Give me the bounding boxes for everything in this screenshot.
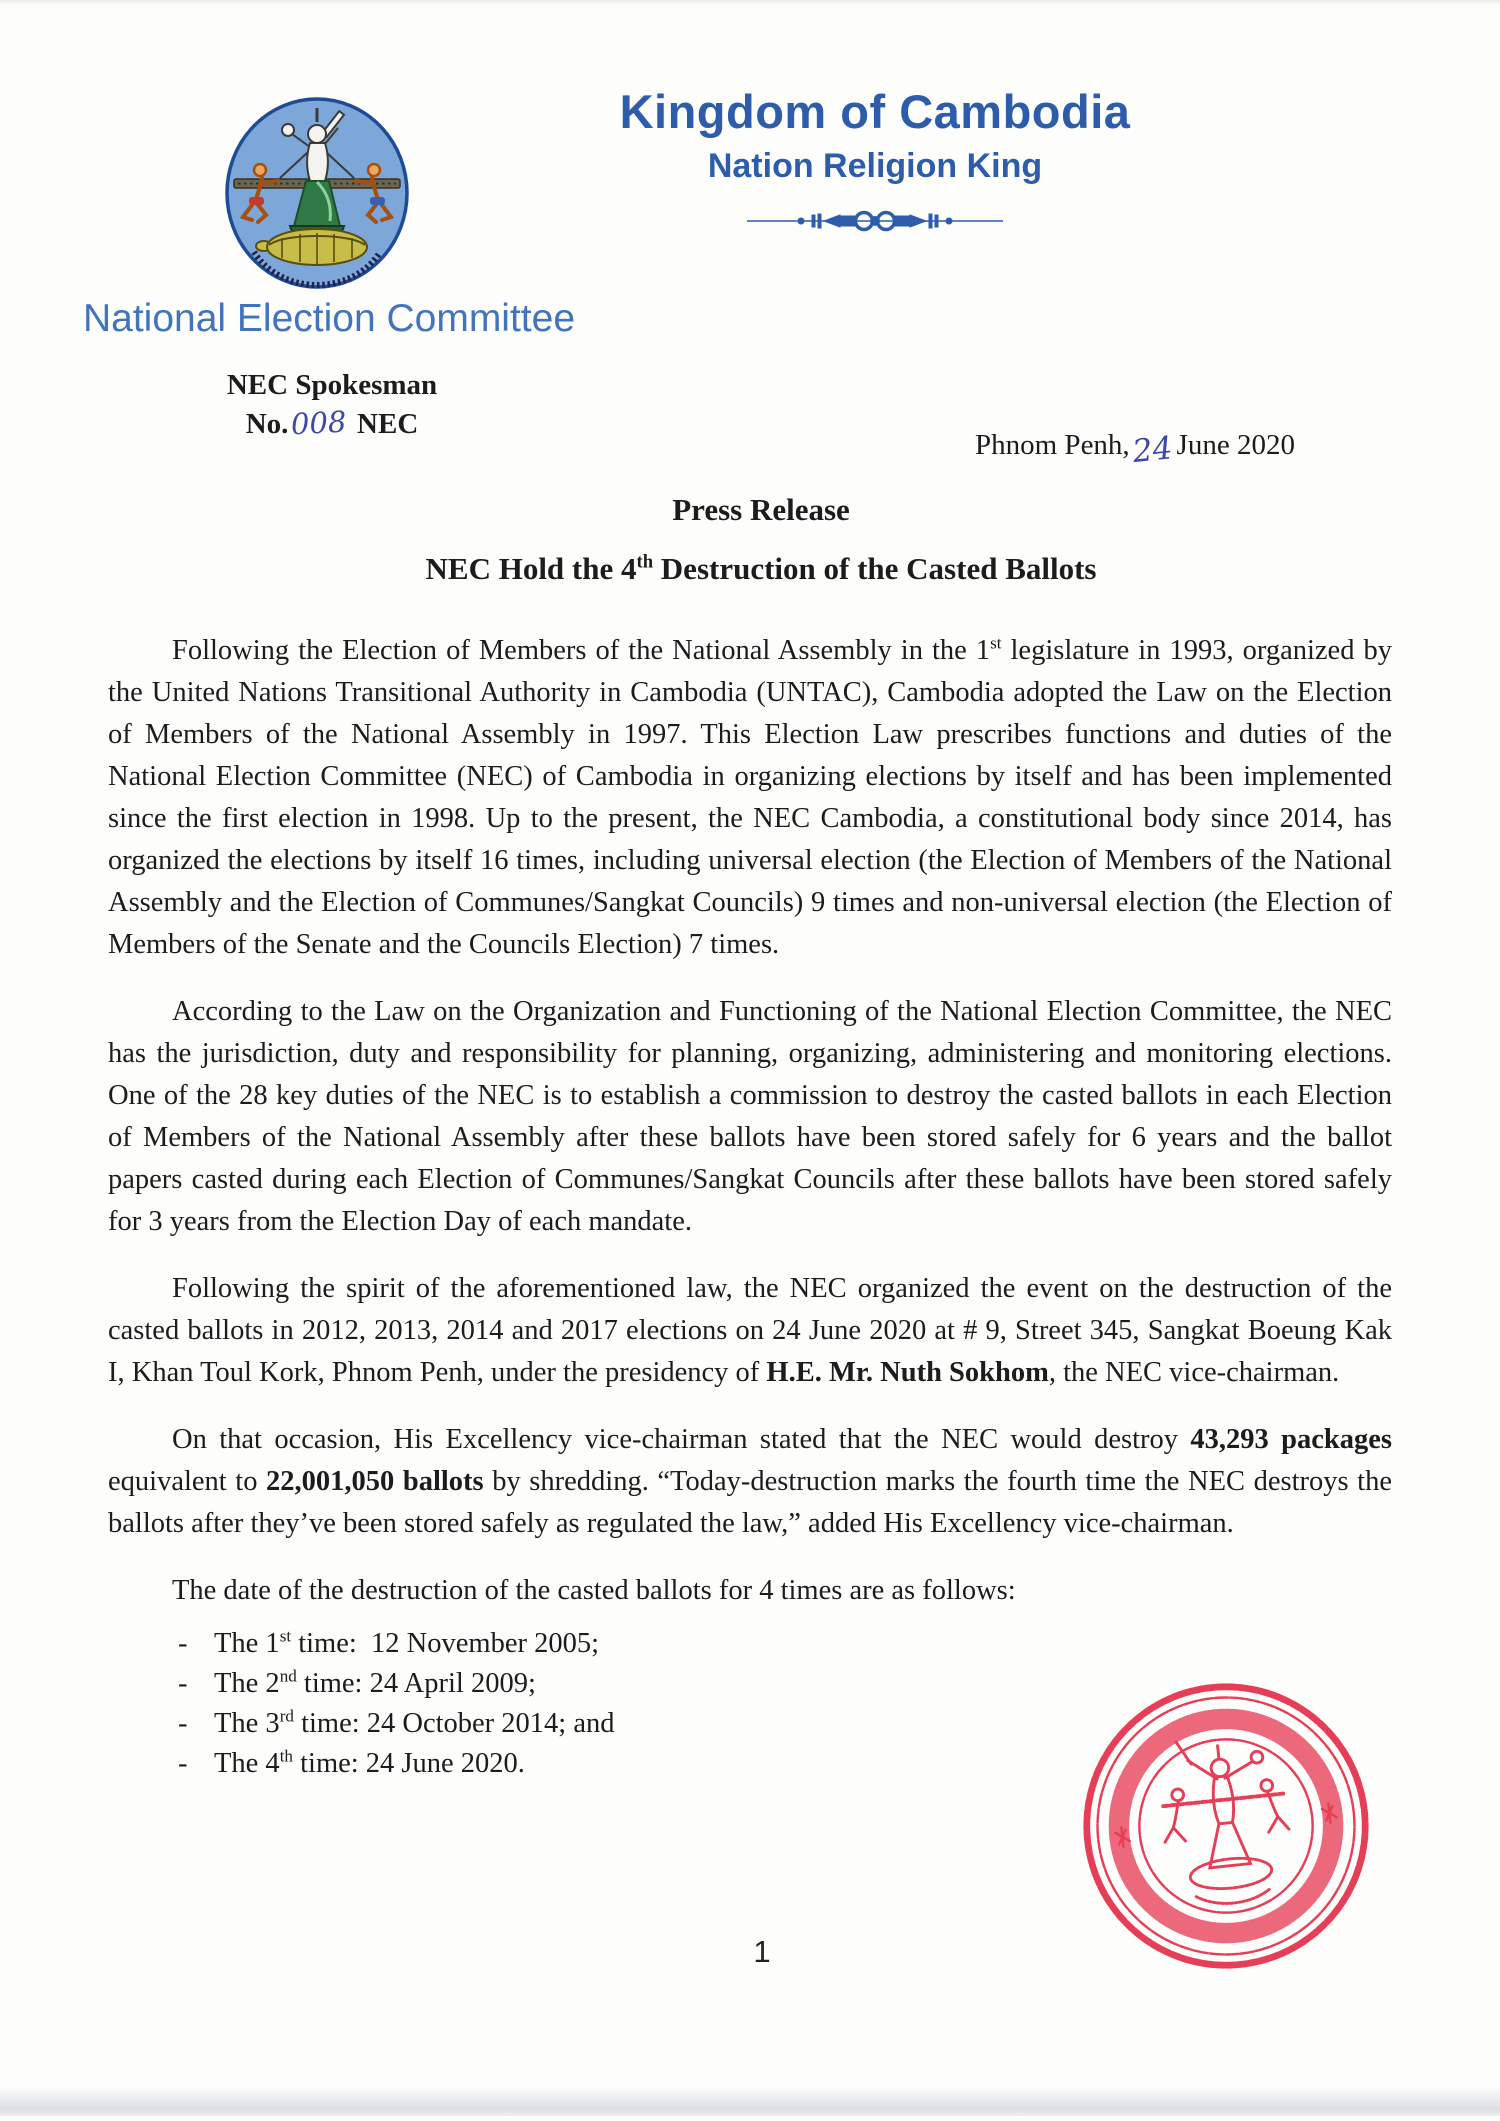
place-and-date: Phnom Penh,24June 2020 <box>975 429 1295 471</box>
nec-emblem-logo <box>222 94 412 292</box>
list-item-text: The 3rd time: 24 October 2014; and <box>214 1706 615 1739</box>
list-item-text: The 4th time: 24 June 2020. <box>214 1746 525 1779</box>
ornamental-divider-icon <box>745 210 1005 232</box>
document-number: No.008 NEC <box>245 404 419 442</box>
list-dash: - <box>178 1748 188 1779</box>
office-title: NEC Spokesman <box>226 369 438 401</box>
scan-shadow-bottom <box>0 2086 1500 2116</box>
body-paragraph-1: Following the Election of Members of the National Assembly in the 1st legislature in 1993, organized by the United Nations Transitional Authority in Cambodia (UNTAC), Cambodia adopted the Law on the Election of Members of the National Assembly in 1997. This Election Law prescribes functions and duties of the National Election Committee (NEC) of Cambodia in organizing elections by itself and has been implemented since the first election in 1998. Up to the present, the NEC Cambodia, a constitutional body since 2014, has organized the elections by itself 16 times, including universal election (the Election of Members of the National Assembly and the Election of Communes/Sangkat Councils) 9 times and non-universal election (the Election of Members of the Senate and the Councils Election) 7 times. <box>108 633 1392 960</box>
list-dash: - <box>178 1668 188 1699</box>
committee-name: National Election Committee <box>82 297 576 340</box>
subject-title: NEC Hold the 4th Destruction of the Casted Ballots <box>425 551 1097 586</box>
list-item <box>178 1624 1392 1664</box>
press-release-title: Press Release <box>672 492 850 527</box>
dancer-shorts <box>249 197 264 205</box>
body-paragraph-3: Following the spirit of the aforementioned law, the NEC organized the event on the destruction of the casted ballots in 2012, 2013, 2014 and 2017 elections on 24 June 2020 at # 9, Street 345, Sangkat Boeung Kak I, Khan Toul Kork, Phnom Penh, under the presidency of H.E. Mr. Nuth Sokhom, the NEC vice-chairman. <box>108 1273 1392 1388</box>
body-text <box>108 630 1392 1784</box>
body-paragraph-4: On that occasion, His Excellency vice-chairman stated that the NEC would destroy 43,293 packages equivalent to 22,001,050 ballots by shredding. “Today-destruction marks the fourth time the NEC destroys the ballots after they’ve been stored safely as regulated the law,” added His Excellency vice-chairman. <box>108 1424 1392 1539</box>
list-dash: - <box>178 1708 188 1739</box>
body-paragraph-2: According to the Law on the Organization and Functioning of the National Election Committee, the NEC has the jurisdiction, duty and responsibility for planning, organizing, administering and monitoring elections. One of the 28 key duties of the NEC is to establish a commission to destroy the casted ballots in each Election of Members of the National Assembly after these ballots have been stored safely for 6 years and the ballot papers casted during each Election of Communes/Sangkat Councils after these ballots have been stored safely for 3 years from the Election Day of each mandate. <box>108 996 1392 1237</box>
motto-title: Nation Religion King <box>707 147 1043 185</box>
page-number: 1 <box>753 1934 771 1969</box>
kingdom-title: Kingdom of Cambodia <box>619 85 1131 138</box>
list-intro: The date of the destruction of the casted ballots for 4 times are as follows: <box>172 1575 1016 1606</box>
list-dash: - <box>178 1628 188 1659</box>
spokesman-block <box>158 366 506 443</box>
header-block <box>555 84 1195 237</box>
list-item-text: The 1st time: 12 November 2005; <box>214 1626 599 1659</box>
scan-noise-top <box>0 0 1500 6</box>
list-item-text: The 2nd time: 24 April 2009; <box>214 1666 536 1699</box>
